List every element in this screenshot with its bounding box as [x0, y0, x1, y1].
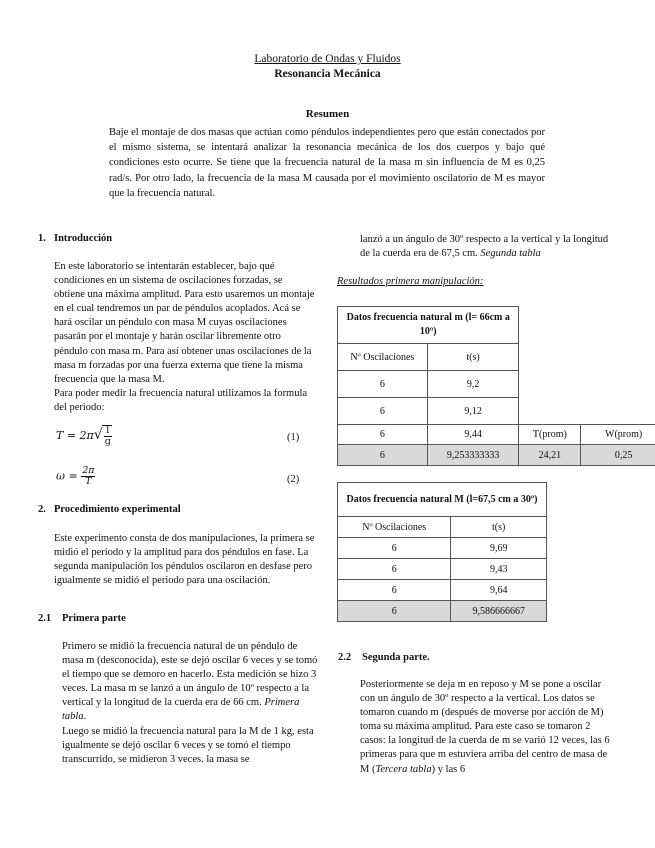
table1-title: Datos frecuencia natural m (l= 66cm a 10º) — [338, 307, 519, 344]
part1-p1-text: Primero se midió la frecuencia natural de un péndulo de masa m (desconocida), este se dejó oscilar 6 veces y se tomó el tiempo que se demoro en hacerlo. Esta medición se hizo 3 veces. La masa m se lanzó a un ángulo de 10º respecto a la vertical y la longitud de la cuerda era de 66 cm. — [62, 641, 318, 709]
table2-avg-cell: 6 — [338, 601, 451, 622]
abstract-text: Baje el montaje de dos masas que actúan como péndulos independientes pero que están conectados por el mismo sistema, se intentará analizar la resonancia mecánica de los dos cuerpos y bajo qué condiciones esto ocurre. Se tiene que la frecuencia natural de la masa m sin influencia de M es 0,25 rad/s. Por otro lado, la frecuencia de la masa M causada por el movimiento oscilatorio de M es mayor que la frecuencia natural. — [109, 127, 545, 199]
equation-period: T = 2π√ $\frac{l}{g}$ — [56, 425, 111, 447]
table-row-average — [338, 601, 547, 622]
part2-heading-text: Segunda parte. — [362, 652, 430, 663]
table1-w-value: 0,25 — [581, 445, 655, 466]
intro-body — [54, 260, 316, 415]
results-heading: Resultados primera manipulación: — [337, 276, 484, 287]
table1-t-label: T(prom) — [519, 425, 581, 445]
table2-cell: 9,64 — [451, 580, 547, 601]
table-natural-frequency-m — [337, 306, 655, 466]
table2-col-time: t(s) — [451, 517, 547, 538]
table-row — [338, 425, 655, 445]
part1-heading — [38, 613, 126, 624]
table-row — [338, 398, 655, 425]
eq2-lhs: ω = — [56, 469, 78, 483]
part1-cont-italic: Segunda tabla — [480, 248, 541, 260]
table2-col-oscillations: Nº Oscilaciones — [338, 517, 451, 538]
table-row — [338, 538, 547, 559]
table2-avg-cell: 9,586666667 — [451, 601, 547, 622]
eq2-label: (2) — [287, 474, 300, 485]
intro-paragraph-1: En este laboratorio se intentarán establecer, bajo qué condiciones en un sistema de oscilaciones forzadas, se obtiene una máxima amplitud. Para esto usaremos un montaje en el cual tendremos un par de péndulos acoplados. Acá se hará oscilar un péndulo con masa M cuyas oscilaciones pasarán por el montaje y harán oscilar libremente otro péndulo con masa m. Para así obtener unas oscilaciones de la masa m forzadas por una fuerza externa que tiene la misma frecuencia que la masa M. — [54, 261, 315, 385]
intro-heading — [38, 233, 112, 244]
table1-cell: 6 — [338, 398, 428, 425]
part1-body — [62, 640, 320, 767]
part1-num: 2.1 — [38, 613, 52, 624]
procedure-num: 2. — [38, 504, 46, 515]
table1-cell: 9,44 — [427, 425, 519, 445]
part2-italic: Tercera tabla — [375, 763, 432, 775]
table-row — [338, 371, 655, 398]
table1-w-label: W(prom) — [581, 425, 655, 445]
part1-paragraph-1: Primero se midió la frecuencia natural de un péndulo de masa m (desconocida), este se dejó oscilar 6 veces y se tomó el tiempo que se demoro en hacerlo. Esta medición se hizo 3 veces. La masa m se lanzó a un ángulo de 10º respecto a la vertical y la longitud de la cuerda era de 66 cm. Primera tabla. — [62, 641, 318, 723]
table2-cell: 9,43 — [451, 559, 547, 580]
part1-continued — [360, 233, 610, 261]
table1-cell: 6 — [338, 371, 428, 398]
table1-cell: 9,2 — [427, 371, 519, 398]
table-row — [338, 580, 547, 601]
table1-col-oscillations: Nº Oscilaciones — [338, 344, 428, 371]
table1-cell: 9,12 — [427, 398, 519, 425]
eq1-label: (1) — [287, 432, 300, 443]
table1-cell: 6 — [338, 425, 428, 445]
intro-num: 1. — [38, 233, 46, 244]
table1-t-value: 24,21 — [519, 445, 581, 466]
part2-end: ) y las 6 — [431, 763, 466, 775]
table2-cell: 6 — [338, 559, 451, 580]
table1-col-time: t(s) — [427, 344, 519, 371]
procedure-heading-text: Procedimiento experimental — [54, 504, 181, 515]
table-row — [338, 559, 547, 580]
table1-avg-cell: 9,253333333 — [427, 445, 519, 466]
procedure-heading — [38, 504, 181, 515]
table2-cell: 9,69 — [451, 538, 547, 559]
table-row-average — [338, 445, 655, 466]
eq1-num: l — [104, 426, 112, 437]
part1-paragraph-2: Luego se midió la frecuencia natural para la M de 1 kg, esta igualmente se dejó oscilar 6 veces y se tomó el tiempo transcurrido, se midieron 3 veces. la masa se — [62, 725, 314, 765]
eq1-den: g — [104, 436, 111, 447]
eq2-num: 2π — [82, 465, 95, 476]
table2-title: Datos frecuencia natural M (l=67,5 cm a 30º) — [338, 483, 547, 517]
table-natural-frequency-M — [337, 482, 547, 622]
eq2-den: T — [85, 476, 92, 487]
part2-heading — [338, 652, 430, 663]
intro-heading-text: Introducción — [54, 233, 113, 244]
part1-cont-text: lanzó a un ángulo de 30º respecto a la vertical y la longitud de la cuerda era de 67,5 cm. — [360, 234, 609, 260]
part2-num: 2.2 — [338, 652, 352, 663]
abstract-heading: Resumen — [305, 108, 350, 120]
intro-paragraph-2: Para poder medir la frecuencia natural utilizamos la formula del periodo: — [54, 387, 308, 413]
eq1-lhs: T = 2π — [56, 429, 94, 442]
equation-omega — [56, 466, 95, 487]
table2-cell: 6 — [338, 580, 451, 601]
table2-cell: 6 — [338, 538, 451, 559]
part1-p1-italic: Primera tabla — [62, 697, 300, 723]
part1-heading-text: Primera parte — [62, 613, 126, 624]
procedure-text: Este experimento consta de dos manipulaciones, la primera se midió el periodo y la amplitud para dos péndulos en fase. La segunda manipulación los péndulos oscilaron en desfase pero igualmente se midió el periodo para una oscilación. — [54, 533, 315, 587]
table1-avg-cell: 6 — [338, 445, 428, 466]
course-title: Laboratorio de Ondas y Fluidos — [254, 53, 401, 65]
part2-body: Posteriormente se deja m en reposo y M se pone a oscilar con un ángulo de 30º respecto a la vertical. Los datos se tomaron cuando m (después de moverse por acción de M) toma su máxima amplitud. Para este caso se tomaron 2 casos: la longitud de la cuerda de m se varió 12 veces, las 6 primeras para que m estuviera arriba del centro de masa de M ( — [360, 679, 610, 775]
paper-title: Resonancia Mecánica — [274, 68, 381, 80]
part2-text — [360, 678, 615, 777]
